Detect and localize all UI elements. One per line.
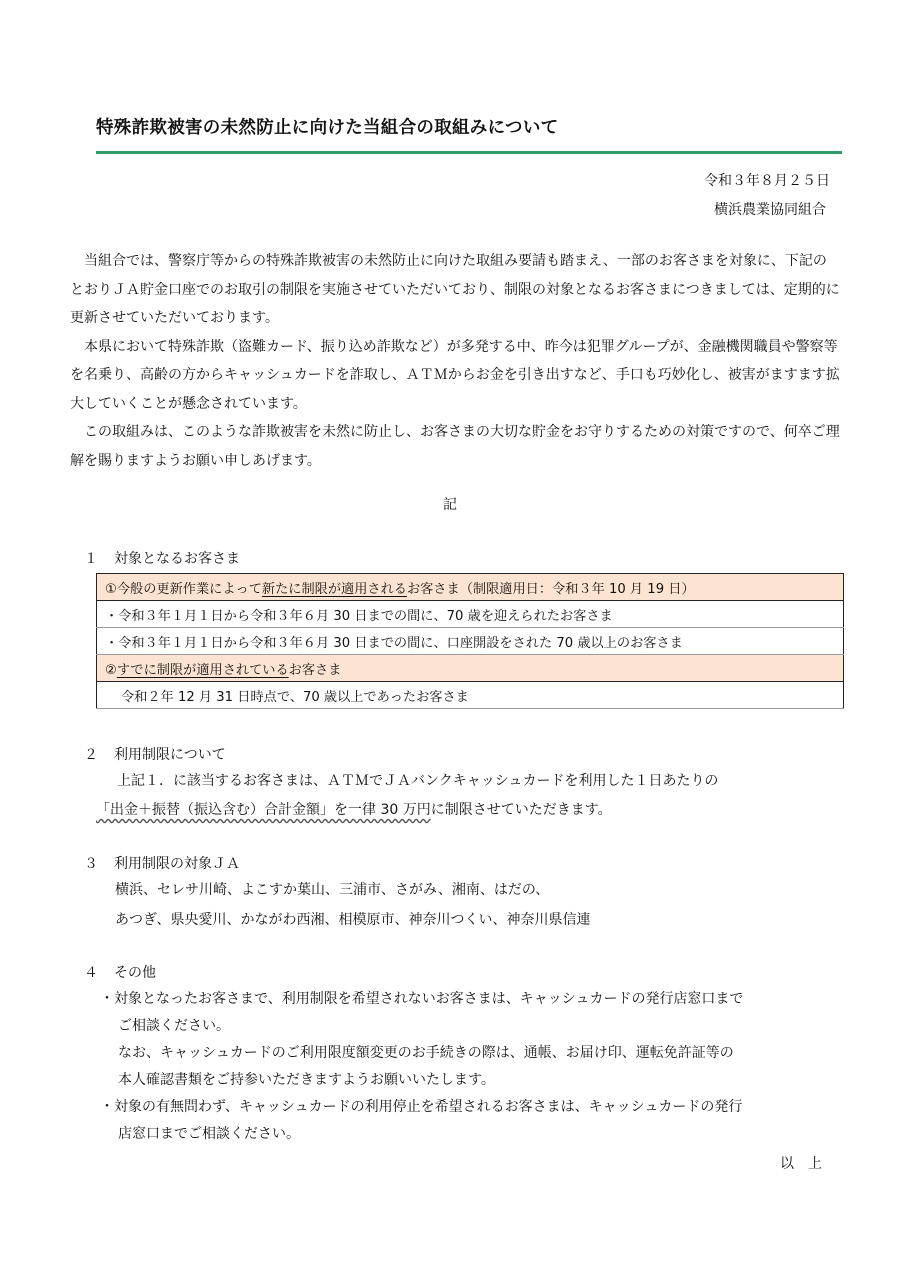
group-1-item: ・令和３年１月１日から令和３年６月 30 日までの間に、口座開設をされた 70 歳以上のお客さま [97, 628, 844, 655]
usage-limit-line-2 [96, 796, 718, 825]
intro-section [70, 247, 840, 475]
note-bullet-2: ・対象の有無問わず、キャッシュカードの利用停止を希望されるお客さまは、キャッシュカードの発行 [100, 1099, 743, 1115]
target-ja-line: 横浜、セレサ川崎、よこすか葉山、三浦市、さがみ、湘南、はだの、 [115, 882, 550, 898]
intro-paragraph-2: 本県において特殊詐欺（盗難カード、振り込め詐欺など）が多発する中、昨今は犯罪グループが、金融機関職員や警察等を名乗り、高齢の方からキャッシュカードを詐取し、ＡＴＭからお金を引き出すなど、手口も巧妙化し、被害がますます拡大していくことが懸念されています。 [70, 338, 840, 412]
section-3-heading [84, 853, 240, 873]
section-1-heading [84, 548, 240, 568]
group-1-header-suffix: お客さま（制限適用日：令和３年 10 月 19 日） [406, 581, 695, 597]
issue-date: 令和３年８月２５日 [704, 173, 830, 189]
group-2-header-suffix: お客さま [288, 662, 342, 678]
target-ja-line: あつぎ、県央愛川、かながわ西湘、相模原市、神奈川つくい、神奈川県信連 [115, 911, 591, 928]
organization-name: 横浜農業協同組合 [714, 202, 826, 218]
group-2-header [97, 655, 844, 682]
section-title: 対象となるお客さま [114, 551, 240, 567]
usage-limit-text [96, 767, 718, 825]
intro-paragraph-1: 当組合では、警察庁等からの特殊詐欺被害の未然防止に向けた取組み要請も踏まえ、一部のお客さまを対象に、下記のとおりＪＡ貯金口座でのお取引の制限を実施させていただいており、制限の対象となるお客さまにつきましては、定期的に更新させていただいております。 [70, 253, 840, 326]
note-bullet-2-cont: 店窓口までご相談ください。 [118, 1126, 300, 1142]
ki-marker: 記 [443, 497, 457, 513]
note-bullet-1: ・対象となったお客さまで、利用制限を希望されないお客さまは、キャッシュカードの発行店窓口まで [100, 991, 744, 1007]
usage-limit-emphasis: 「出金＋振替（振込含む）合計金額」を一律 30 万円 [96, 802, 431, 818]
usage-limit-line-1: 上記１．に該当するお客さまは、ＡＴＭでＪＡバンクキャッシュカードを利用した１日あたりの [117, 773, 719, 789]
title-divider [96, 151, 842, 154]
section-4-heading [84, 962, 156, 982]
page-title: 特殊詐欺被害の未然防止に向けた当組合の取組みについて [96, 118, 559, 138]
group-1-header-prefix: ①今般の更新作業によって [105, 581, 262, 597]
section-number: １ [84, 551, 98, 567]
other-notes [100, 986, 840, 1148]
note-bullet-1-note-cont: 本人確認書類をご持参いただきますようお願いいたします。 [118, 1072, 495, 1088]
section-title: その他 [114, 965, 156, 981]
section-number: ３ [84, 856, 98, 872]
group-1-header [97, 574, 844, 601]
section-title: 利用制限について [114, 747, 226, 763]
note-bullet-1-cont: ご相談ください。 [118, 1018, 230, 1034]
section-title: 利用制限の対象ＪＡ [114, 856, 240, 872]
target-ja-list [115, 876, 590, 935]
intro-paragraph-3: この取組みは、このような詐欺被害を未然に防止し、お客さまの大切な貯金をお守りするための対策ですので、何卒ご理解を賜りますようお願い申しあげます。 [70, 424, 840, 469]
usage-limit-rest: に制限させていただきます。 [430, 802, 612, 818]
closing-mark: 以上 [780, 1156, 836, 1172]
section-number: ２ [84, 747, 98, 763]
section-number: ４ [84, 965, 98, 981]
note-bullet-1-note: なお、キャッシュカードのご利用限度額変更のお手続きの際は、通帳、お届け印、運転免許証等の [118, 1045, 734, 1061]
group-1-header-emphasis: 新たに制限が適用される [261, 581, 407, 597]
group-2-header-prefix: ② [105, 662, 117, 678]
group-2-item: 令和２年 12 月 31 日時点で、70 歳以上であったお客さま [97, 682, 844, 709]
group-2-header-emphasis: すでに制限が適用されている [116, 662, 289, 678]
group-1-item: ・令和３年１月１日から令和３年６月 30 日までの間に、70 歳を迎えられたお客さま [97, 601, 844, 628]
target-customers-table [96, 573, 844, 709]
section-2-heading [84, 744, 226, 764]
